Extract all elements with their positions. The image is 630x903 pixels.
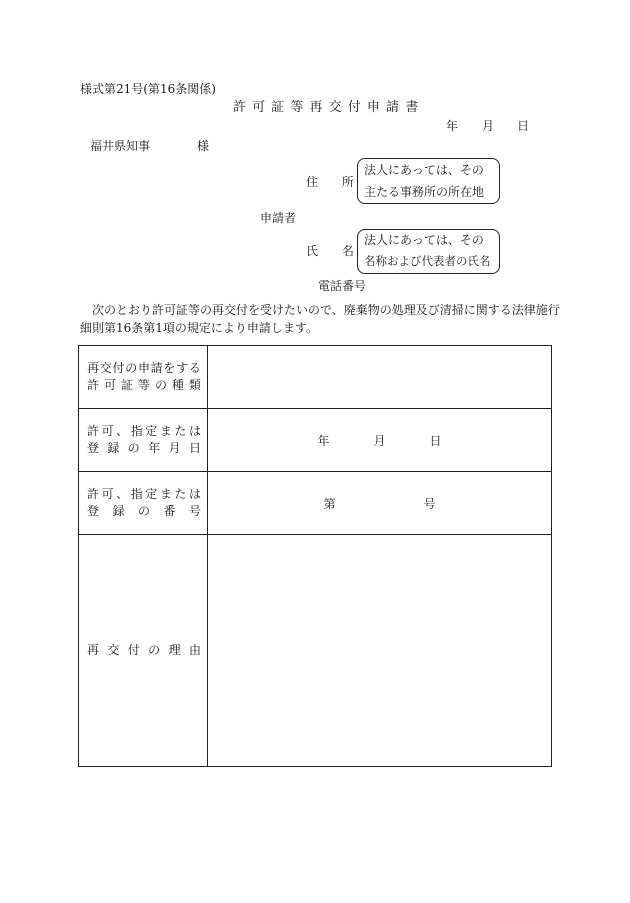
label-char: 許 bbox=[87, 487, 100, 501]
name-label: 氏 名 bbox=[306, 244, 364, 258]
table-row-permit-date bbox=[79, 409, 552, 472]
label-char: 再 bbox=[87, 643, 100, 657]
label-char: 日 bbox=[188, 441, 201, 455]
label-char: 交 bbox=[107, 643, 120, 657]
table-row-permit-type bbox=[79, 346, 552, 409]
label-char: 証 bbox=[120, 378, 133, 392]
permit-date-label-line-1 bbox=[79, 423, 207, 440]
reason-label-line bbox=[79, 642, 207, 659]
label-char: の bbox=[148, 643, 161, 657]
applicant-label: 申請者 bbox=[260, 211, 297, 225]
label-char: た bbox=[174, 424, 187, 438]
label-char: 録 bbox=[107, 441, 120, 455]
date-day-label: 日 bbox=[517, 119, 530, 133]
label-char: 定 bbox=[145, 487, 158, 501]
label-char: 月 bbox=[168, 441, 181, 455]
label-char: 年 bbox=[148, 441, 161, 455]
label-char: 登 bbox=[87, 504, 100, 518]
label-char: を bbox=[163, 361, 176, 375]
permit-number-label-line-1 bbox=[79, 486, 207, 503]
address-note-line-2: 主たる事務所の所在地 bbox=[364, 185, 485, 199]
phone-label: 電話番号 bbox=[318, 279, 367, 293]
label-char: ま bbox=[159, 424, 172, 438]
document-title: 許 可 証 等 再 交 付 申 請 書 bbox=[233, 100, 420, 115]
name-note-line-2: 名称および代表者の氏名 bbox=[364, 254, 491, 268]
reason-value-cell[interactable] bbox=[208, 535, 552, 767]
permit-type-value-cell[interactable] bbox=[208, 346, 552, 409]
label-char: 番 bbox=[163, 504, 176, 518]
label-char: 申 bbox=[137, 361, 150, 375]
permit-type-label-cell bbox=[79, 346, 208, 409]
label-char: 等 bbox=[137, 378, 150, 392]
name-note-line-1: 法人にあっては、その bbox=[364, 233, 484, 247]
label-char: 許 bbox=[87, 378, 100, 392]
reason-label-cell bbox=[79, 535, 208, 767]
form-number: 様式第21号(第16条関係) bbox=[80, 82, 216, 96]
label-char: 可 bbox=[101, 424, 114, 438]
label-char: 可 bbox=[101, 487, 114, 501]
body-text-line-2: 細則第16条第1項の規定により申請します。 bbox=[80, 321, 318, 335]
label-char: 号 bbox=[188, 504, 201, 518]
table-row-reason bbox=[79, 535, 552, 767]
addressee-honorific: 様 bbox=[197, 139, 210, 153]
label-char: 請 bbox=[150, 361, 163, 375]
label-char: の bbox=[137, 504, 150, 518]
label-char: 理 bbox=[168, 643, 181, 657]
label-char: 種 bbox=[171, 378, 184, 392]
label-char: 再 bbox=[87, 361, 100, 375]
label-char: 指 bbox=[130, 487, 143, 501]
label-char: る bbox=[188, 361, 201, 375]
permit-date-year: 年 bbox=[317, 433, 330, 448]
label-char: す bbox=[176, 361, 189, 375]
label-char: 定 bbox=[145, 424, 158, 438]
permit-type-label-line-2 bbox=[79, 377, 207, 394]
permit-number-value-cell[interactable] bbox=[208, 472, 552, 535]
label-char: の bbox=[154, 378, 167, 392]
label-char: ま bbox=[159, 487, 172, 501]
label-char: 登 bbox=[87, 441, 100, 455]
date-year-label: 年 bbox=[446, 119, 459, 133]
body-text-line-1: 次のとおり許可証等の再交付を受けたいので、廃棄物の処理及び清掃に関する法律施行 bbox=[92, 303, 560, 317]
permit-number-label-cell bbox=[79, 472, 208, 535]
label-char: た bbox=[174, 487, 187, 501]
permit-date-month: 月 bbox=[373, 433, 386, 448]
label-char: 類 bbox=[188, 378, 201, 392]
address-label: 住 所 bbox=[306, 175, 364, 189]
permit-number-label-line-2 bbox=[79, 503, 207, 520]
permit-number-suffix: 号 bbox=[423, 496, 436, 511]
label-char: 付 bbox=[112, 361, 125, 375]
permit-date-day: 日 bbox=[429, 433, 442, 448]
addressee-name: 福井県知事 bbox=[90, 139, 151, 153]
label-char: 、 bbox=[116, 424, 129, 438]
label-char: 指 bbox=[130, 424, 143, 438]
permit-date-label-line-2 bbox=[79, 440, 207, 457]
label-char: 可 bbox=[103, 378, 116, 392]
address-note-line-1: 法人にあっては、その bbox=[364, 163, 484, 177]
label-char: は bbox=[188, 424, 201, 438]
permit-date-label-cell bbox=[79, 409, 208, 472]
label-char: の bbox=[127, 441, 140, 455]
application-table bbox=[78, 345, 552, 767]
permit-type-label-line-1 bbox=[79, 360, 207, 377]
label-char: は bbox=[188, 487, 201, 501]
label-char: 由 bbox=[188, 643, 201, 657]
date-month-label: 月 bbox=[482, 119, 495, 133]
label-char: 付 bbox=[127, 643, 140, 657]
permit-number-prefix: 第 bbox=[323, 496, 336, 511]
label-char: 許 bbox=[87, 424, 100, 438]
label-char: 交 bbox=[99, 361, 112, 375]
permit-date-value-cell[interactable] bbox=[208, 409, 552, 472]
label-char: 、 bbox=[116, 487, 129, 501]
label-char: の bbox=[125, 361, 138, 375]
table-row-permit-number bbox=[79, 472, 552, 535]
label-char: 録 bbox=[112, 504, 125, 518]
